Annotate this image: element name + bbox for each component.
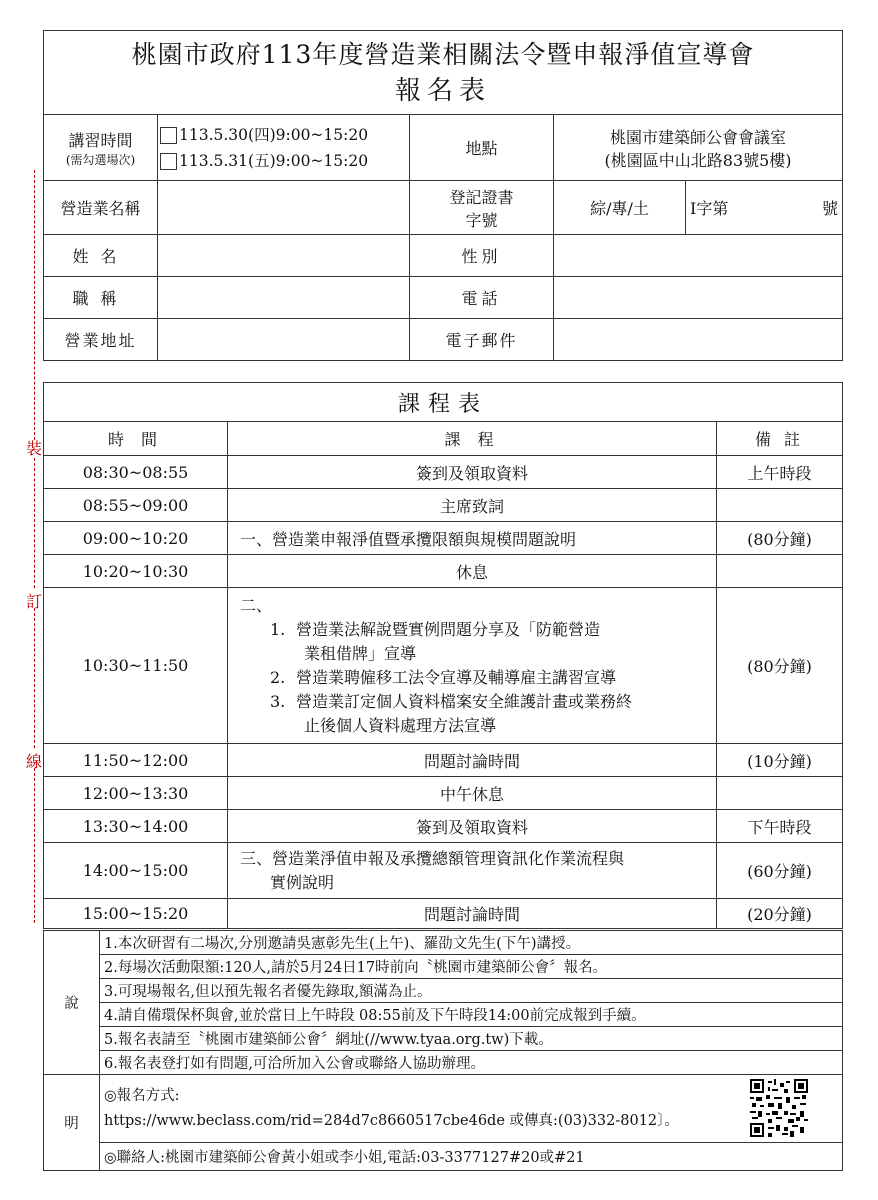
row-content: 問題討論時間 xyxy=(228,899,717,929)
signup-title: ◎報名方式: xyxy=(104,1087,180,1104)
location-label: 地點 xyxy=(410,115,554,181)
registration-form xyxy=(43,30,843,361)
note-item-5: 5.報名表請至〝桃園市建築師公會〞網址(//www.tyaa.org.tw)下載。 xyxy=(100,1027,843,1051)
binding-mark-xian: 線 xyxy=(26,752,43,771)
row-time: 08:55~09:00 xyxy=(44,489,228,522)
list-item: 止後個人資料處理方法宣導 xyxy=(304,715,497,735)
row-note xyxy=(717,489,843,522)
row-time: 15:00~15:20 xyxy=(44,899,228,929)
row-time: 11:50~12:00 xyxy=(44,744,228,777)
course-title: 課程表 xyxy=(44,383,843,422)
phone-label: 電話 xyxy=(410,277,554,319)
list-item: 3. 營造業訂定個人資料檔案安全維護計畫或業務終 xyxy=(270,691,633,711)
contact-info: ◎聯絡人:桃園市建築師公會黃小姐或李小姐,電話:03-3377127#20或#21 xyxy=(100,1143,843,1171)
location-line2: (桃園區中山北路83號5樓) xyxy=(604,150,792,170)
table-row xyxy=(44,843,843,899)
form-title xyxy=(44,31,843,115)
note-item-4: 4.請自備環保杯與會,並於當日上午時段 08:55前及下午時段14:00前完成報到手續。 xyxy=(100,1003,843,1027)
sub-item-list xyxy=(240,618,712,738)
form-title-line2: 報名表 xyxy=(395,75,492,106)
binding-dashed-line xyxy=(34,458,35,588)
cert-label-line2: 字號 xyxy=(465,210,498,230)
row-content: 簽到及領取資料 xyxy=(228,810,717,843)
row-note: (60分鐘) xyxy=(717,843,843,899)
cert-type: 綜/專/土 xyxy=(554,181,686,235)
job-title-input[interactable] xyxy=(158,277,410,319)
gender-label: 性別 xyxy=(410,235,554,277)
list-item: 1. 營造業法解說暨實例問題分享及「防範營造 xyxy=(270,619,601,639)
row-content-line1: 三、營造業淨值申報及承攬總額管理資訊化作業流程與 xyxy=(240,848,625,868)
row-content xyxy=(228,588,717,744)
row-time: 14:00~15:00 xyxy=(44,843,228,899)
table-row xyxy=(44,489,843,522)
binding-mark-ding: 訂 xyxy=(26,592,43,611)
note-item-3: 3.可現場報名,但以預先報名者優先錄取,額滿為止。 xyxy=(100,979,843,1003)
row-time: 10:30~11:50 xyxy=(44,588,228,744)
row-content xyxy=(228,843,717,899)
row-content: 一、營造業申報淨值暨承攬限額與規模問題說明 xyxy=(228,522,717,555)
note-item-1: 1.本次研習有二場次,分別邀請吳憲彰先生(上午)、羅劭文先生(下午)講授。 xyxy=(100,931,843,955)
row-content: 問題討論時間 xyxy=(228,744,717,777)
row-time: 13:30~14:00 xyxy=(44,810,228,843)
row-time: 08:30~08:55 xyxy=(44,456,228,489)
table-row xyxy=(44,588,843,744)
signup-method xyxy=(100,1075,843,1143)
table-row xyxy=(44,810,843,843)
notes-section xyxy=(43,930,843,1171)
row-content: 中午休息 xyxy=(228,777,717,810)
cert-number-prefix: I字第 xyxy=(690,199,729,218)
location-value xyxy=(554,115,843,181)
phone-input[interactable] xyxy=(554,277,843,319)
row-note xyxy=(717,777,843,810)
cert-number-input[interactable] xyxy=(686,181,843,235)
table-row xyxy=(44,456,843,489)
row-time: 09:00~10:20 xyxy=(44,522,228,555)
cert-number-suffix: 號 xyxy=(822,199,839,218)
row-content: 主席致詞 xyxy=(228,489,717,522)
header-course: 課 程 xyxy=(228,422,717,456)
session-options xyxy=(158,115,410,181)
gender-input[interactable] xyxy=(554,235,843,277)
notes-head-ming: 明 xyxy=(44,1075,100,1171)
session-1-checkbox[interactable] xyxy=(160,127,177,144)
name-label: 姓名 xyxy=(44,235,158,277)
location-line1: 桃園市建築師公會會議室 xyxy=(610,127,787,147)
list-item: 2. 營造業聘僱移工法令宣導及輔導雇主講習宣導 xyxy=(270,667,617,687)
row-time: 12:00~13:30 xyxy=(44,777,228,810)
job-title-label: 職稱 xyxy=(44,277,158,319)
address-input[interactable] xyxy=(158,319,410,361)
row-content-head: 二、 xyxy=(240,595,273,615)
list-item: 業租借牌」宣導 xyxy=(304,643,417,663)
table-row xyxy=(44,555,843,588)
row-note: 下午時段 xyxy=(717,810,843,843)
email-label: 電子郵件 xyxy=(410,319,554,361)
row-content: 休息 xyxy=(228,555,717,588)
table-row xyxy=(44,522,843,555)
notes-head-shuo: 說 xyxy=(44,931,100,1075)
cert-label xyxy=(410,181,554,235)
row-content-line2: 實例說明 xyxy=(270,872,335,892)
session-option-2[interactable] xyxy=(160,148,407,174)
name-input[interactable] xyxy=(158,235,410,277)
table-row xyxy=(44,899,843,929)
header-note: 備 註 xyxy=(717,422,843,456)
note-item-2: 2.每場次活動限額:120人,請於5月24日17時前向〝桃園市建築師公會〞報名。 xyxy=(100,955,843,979)
table-row xyxy=(44,744,843,777)
address-label: 營業地址 xyxy=(44,319,158,361)
row-content: 簽到及領取資料 xyxy=(228,456,717,489)
row-note: (80分鐘) xyxy=(717,522,843,555)
company-label: 營造業名稱 xyxy=(44,181,158,235)
company-input[interactable] xyxy=(158,181,410,235)
time-note: (需勾選場次) xyxy=(65,152,136,167)
binding-dashed-line xyxy=(34,768,35,923)
time-label: 講習時間 xyxy=(68,130,133,150)
time-label-cell xyxy=(44,115,158,181)
email-input[interactable] xyxy=(554,319,843,361)
row-note: 上午時段 xyxy=(717,456,843,489)
session-option-1[interactable] xyxy=(160,122,407,148)
session-2-checkbox[interactable] xyxy=(160,153,177,170)
course-schedule xyxy=(43,382,843,929)
row-note: (20分鐘) xyxy=(717,899,843,929)
row-note xyxy=(717,555,843,588)
header-time: 時 間 xyxy=(44,422,228,456)
row-note: (80分鐘) xyxy=(717,588,843,744)
qr-code-icon[interactable] xyxy=(750,1079,808,1137)
session-2-label: 113.5.31(五)9:00~15:20 xyxy=(179,151,369,170)
session-1-label: 113.5.30(四)9:00~15:20 xyxy=(179,125,369,144)
table-row xyxy=(44,777,843,810)
binding-mark-zhuang: 裝 xyxy=(26,439,43,458)
row-time: 10:20~10:30 xyxy=(44,555,228,588)
note-item-6: 6.報名表登打如有問題,可洽所加入公會或聯絡人協助辦理。 xyxy=(100,1051,843,1075)
cert-label-line1: 登記證書 xyxy=(449,187,514,207)
row-note: (10分鐘) xyxy=(717,744,843,777)
binding-dashed-line xyxy=(34,170,35,440)
signup-detail: https://www.beclass.com/rid=284d7c8660517cbe46de 或傳真:(03)332-8012〕。 xyxy=(104,1112,679,1129)
qr-code-svg xyxy=(750,1079,808,1137)
binding-dashed-line xyxy=(34,608,35,748)
form-title-line1: 桃園市政府113年度營造業相關法令暨申報淨值宣導會 xyxy=(131,39,755,69)
